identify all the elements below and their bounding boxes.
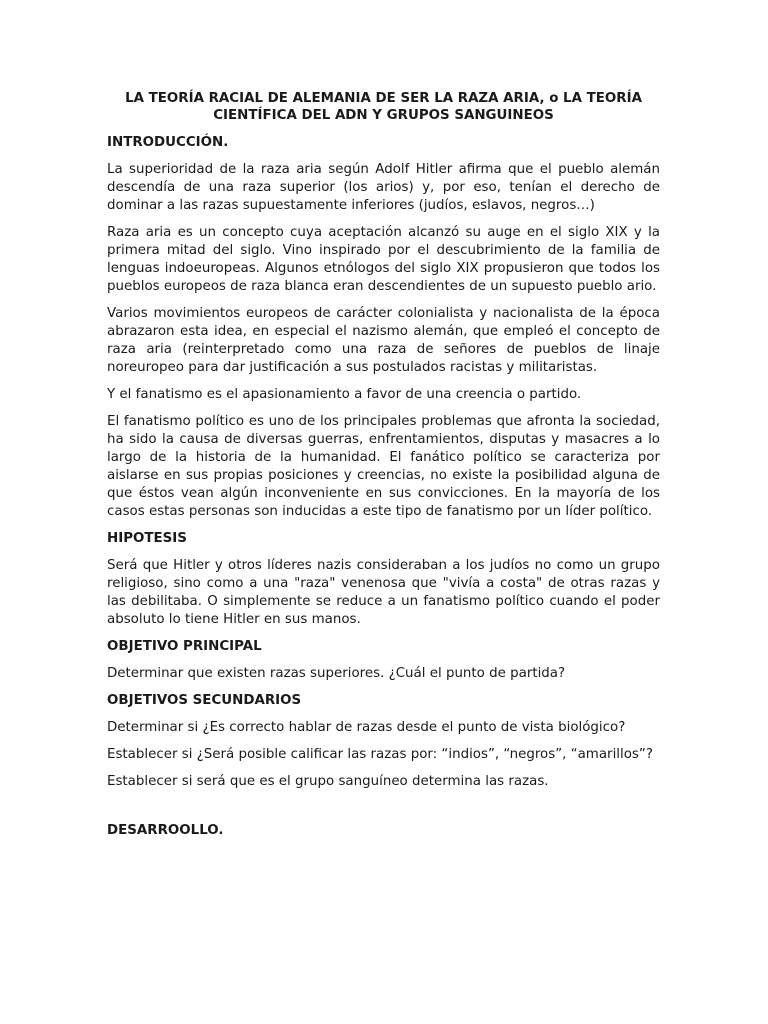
hypothesis-paragraph: Será que Hitler y otros líderes nazis consideraban a los judíos no como un grupo religioso, sino como a una "raza" venenosa que "vivía a costa" de otras razas y las debilitaba. O simplemente se reduce a un fanatismo político cuando el poder absoluto lo tiene Hitler en sus manos. xyxy=(107,558,660,627)
intro-paragraph-4: Y el fanatismo es el apasionamiento a favor de una creencia o partido. xyxy=(107,387,582,402)
secondary-objective-1: Determinar si ¿Es correcto hablar de razas desde el punto de vista biológico? xyxy=(107,720,626,735)
heading-main-objective: OBJETIVO PRINCIPAL xyxy=(107,639,262,654)
intro-paragraph-2: Raza aria es un concepto cuya aceptación alcanzó su auge en el siglo XIX y la primera mitad del siglo. Vino inspirado por el descubrimiento de la familia de lenguas indoeuropeas. Algunos etnólogos del siglo XIX propusieron que todos los pueblos europeos de raza blanca eran descendientes de un supuesto pueblo ario. xyxy=(107,225,660,294)
heading-development: DESARROOLLO. xyxy=(107,823,224,838)
intro-paragraph-1: La superioridad de la raza aria según Adolf Hitler afirma que el pueblo alemán descendía de una raza superior (los arios) y, por eso, tenían el derecho de dominar a las razas supuestamente inferiores (judíos, eslavos, negros…) xyxy=(107,162,660,213)
document-page xyxy=(107,90,660,849)
secondary-objective-2: Establecer si ¿Será posible calificar las razas por: “indios”, “negros”, “amarillos”? xyxy=(107,747,653,762)
heading-secondary-objectives: OBJETIVOS SECUNDARIOS xyxy=(107,693,302,708)
intro-paragraph-3: Varios movimientos europeos de carácter colonialista y nacionalista de la época abrazaron esta idea, en especial el nazismo alemán, que empleó el concepto de raza aria (reinterpretado como una raza de señores de pueblos de linaje noreuropeo para dar justificación a sus postulados racistas y militaristas. xyxy=(107,306,660,375)
intro-paragraph-5: El fanatismo político es uno de los principales problemas que afronta la sociedad, ha sido la causa de diversas guerras, enfrentamientos, disputas y masacres a lo largo de la historia de la humanidad. El fanático político se caracteriza por aislarse en sus propias posiciones y creencias, no existe la posibilidad alguna de que éstos vean algún inconveniente en sus convicciones. En la mayoría de los casos estas personas son inducidas a este tipo de fanatismo por un líder político. xyxy=(107,414,660,519)
heading-hypothesis: HIPOTESIS xyxy=(107,531,187,546)
heading-introduction: INTRODUCCIÓN. xyxy=(107,135,229,150)
document-title: LA TEORÍA RACIAL DE ALEMANIA DE SER LA RAZA ARIA, o LA TEORÍA CIENTÍFICA DEL ADN Y GRUPOS SANGUINEOS xyxy=(125,91,642,123)
main-objective-paragraph: Determinar que existen razas superiores. ¿Cuál el punto de partida? xyxy=(107,666,566,681)
secondary-objective-3: Establecer si será que es el grupo sanguíneo determina las razas. xyxy=(107,774,549,789)
blank-line xyxy=(107,800,660,822)
